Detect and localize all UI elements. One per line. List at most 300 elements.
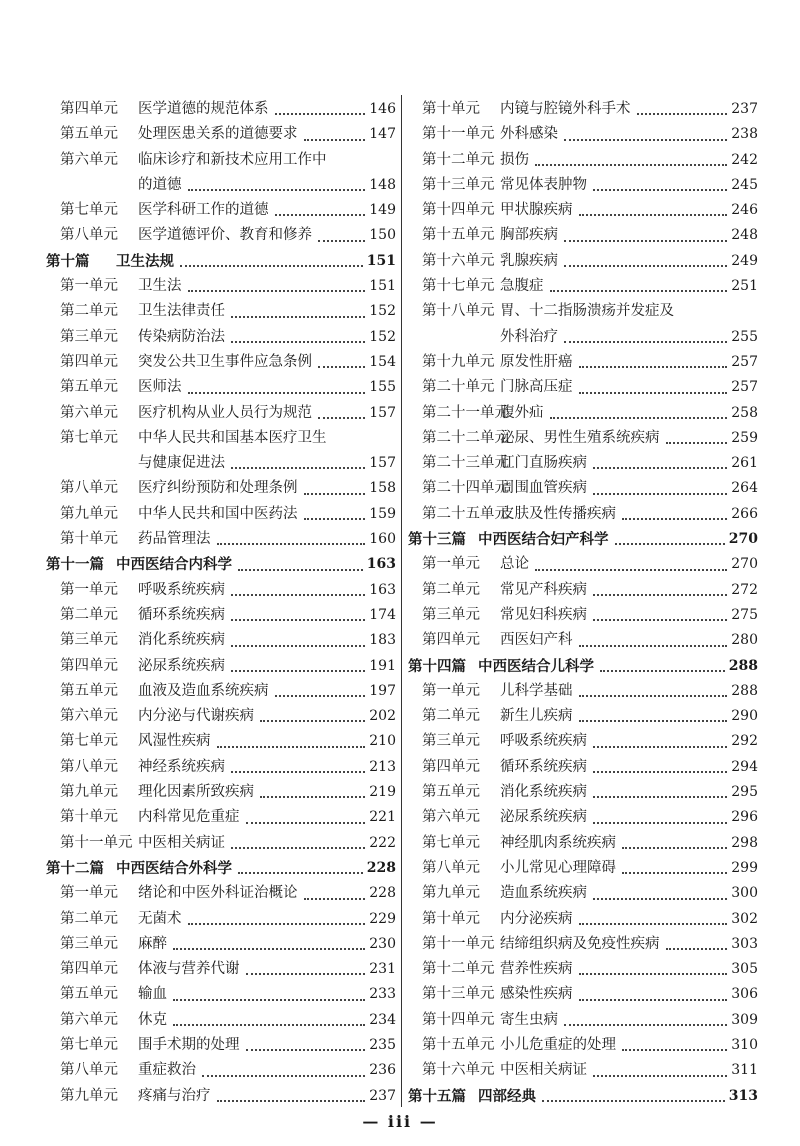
toc-entry-title: 医学科研工作的道德	[138, 202, 269, 219]
toc-entry-title: 神经系统疾病	[138, 758, 225, 775]
toc-entry-page-number: 272	[731, 581, 758, 598]
toc-entry-page-number: 310	[731, 1036, 758, 1053]
toc-unit-entry	[46, 426, 396, 451]
dot-leader	[593, 594, 727, 596]
toc-entry-label: 第十四篇	[408, 657, 466, 675]
toc-entry-page-number: 160	[369, 531, 396, 548]
toc-entry-label: 第三单元	[60, 632, 118, 649]
toc-unit-entry	[408, 755, 758, 780]
toc-entry-label: 第四单元	[422, 632, 480, 649]
dot-leader	[593, 796, 727, 798]
dot-leader	[238, 872, 363, 874]
toc-unit-entry	[408, 198, 758, 223]
toc-entry-label: 第二单元	[422, 708, 480, 725]
dot-leader	[535, 164, 727, 166]
toc-entry-title: 循环系统疾病	[138, 606, 225, 623]
toc-entry-label: 第十二单元	[422, 151, 495, 168]
toc-entry-title: 中华人民共和国基本医疗卫生	[138, 429, 327, 446]
toc-entry-page-number: 270	[728, 531, 758, 548]
toc-unit-entry	[408, 578, 758, 603]
toc-entry-title: 呼吸系统疾病	[138, 581, 225, 598]
toc-entry-title: 门脉高压症	[500, 379, 573, 396]
toc-entry-page-number: 147	[369, 126, 396, 143]
toc-entry-page-number: 210	[369, 733, 396, 750]
toc-entry-page-number: 258	[731, 404, 758, 421]
toc-entry-label: 第十三篇	[408, 531, 466, 549]
dot-leader	[318, 240, 365, 242]
toc-entry-page-number: 261	[731, 455, 758, 472]
toc-entry-title: 的道德	[138, 176, 182, 193]
toc-entry-title: 中医相关病证	[138, 834, 225, 851]
toc-part-entry	[46, 552, 396, 577]
toc-entry-label: 第十三单元	[422, 176, 495, 193]
toc-entry-title: 中西医结合儿科学	[478, 657, 594, 675]
toc-entry-label: 第五单元	[60, 379, 118, 396]
toc-unit-entry	[408, 148, 758, 173]
toc-unit-entry	[46, 932, 396, 957]
toc-entry-title: 感染性疾病	[500, 986, 573, 1003]
toc-unit-entry	[46, 350, 396, 375]
dot-leader	[188, 392, 366, 394]
toc-entry-label: 第四单元	[60, 353, 118, 370]
toc-entry-page-number: 197	[369, 682, 396, 699]
toc-entry-label: 第五单元	[60, 986, 118, 1003]
dot-leader	[593, 746, 727, 748]
toc-entry-title: 外科治疗	[500, 328, 558, 345]
toc-unit-entry	[408, 249, 758, 274]
toc-entry-label: 第十五单元	[422, 227, 495, 244]
toc-part-entry	[46, 249, 396, 274]
toc-entry-title: 传染病防治法	[138, 328, 225, 345]
toc-unit-entry	[46, 704, 396, 729]
toc-entry-title: 乳腺疾病	[500, 252, 558, 269]
toc-entry-label: 第十六单元	[422, 1062, 495, 1079]
dot-leader	[564, 240, 727, 242]
dot-leader	[217, 1100, 366, 1102]
toc-unit-entry	[46, 527, 396, 552]
toc-entry-label: 第十一单元	[422, 126, 495, 143]
toc-entry-title: 常见产科疾病	[500, 581, 587, 598]
toc-entry-title: 造血系统疾病	[500, 885, 587, 902]
toc-entry-label: 第四单元	[60, 961, 118, 978]
toc-entry-title: 总论	[500, 556, 529, 573]
toc-entry-page-number: 158	[369, 480, 396, 497]
toc-entry-page-number: 242	[731, 151, 758, 168]
toc-entry-title: 绪论和中医外科证治概论	[138, 885, 298, 902]
toc-entry-label: 第一单元	[60, 885, 118, 902]
toc-entry-page-number: 306	[731, 986, 758, 1003]
toc-entry-title: 肛门直肠疾病	[500, 455, 587, 472]
toc-entry-label: 第七单元	[422, 834, 480, 851]
toc-entry-page-number: 191	[369, 657, 396, 674]
toc-entry-page-number: 146	[369, 101, 396, 117]
toc-unit-entry	[408, 957, 758, 982]
toc-entry-page-number: 222	[369, 834, 396, 851]
toc-entry-label: 第二单元	[422, 581, 480, 598]
dot-leader	[593, 493, 727, 495]
dot-leader	[579, 645, 728, 647]
toc-entry-title: 小儿常见心理障碍	[500, 859, 616, 876]
toc-unit-entry	[46, 982, 396, 1007]
toc-entry-label: 第十一单元	[60, 834, 133, 851]
toc-entry-title: 内分泌疾病	[500, 910, 573, 927]
toc-entry-title: 损伤	[500, 151, 529, 168]
dot-leader	[579, 214, 728, 216]
toc-entry-label: 第三单元	[422, 733, 480, 750]
toc-unit-entry	[408, 1058, 758, 1083]
toc-entry-title: 甲状腺疾病	[500, 202, 573, 219]
toc-entry-label: 第十二篇	[46, 859, 104, 877]
toc-entry-page-number: 174	[369, 606, 396, 623]
toc-entry-page-number: 299	[731, 859, 758, 876]
toc-entry-page-number: 257	[731, 379, 758, 396]
dot-leader	[637, 113, 728, 115]
toc-unit-entry	[408, 223, 758, 248]
toc-unit-entry	[408, 1008, 758, 1033]
toc-unit-entry	[46, 729, 396, 754]
toc-unit-entry	[46, 881, 396, 906]
toc-entry-label: 第二单元	[60, 910, 118, 927]
dot-leader	[579, 366, 728, 368]
toc-unit-entry	[408, 881, 758, 906]
toc-unit-entry	[408, 982, 758, 1007]
toc-entry-page-number: 157	[369, 455, 396, 472]
dot-leader	[231, 341, 365, 343]
dot-leader	[622, 518, 727, 520]
dot-leader	[217, 543, 366, 545]
toc-entry-title: 中医相关病证	[500, 1062, 587, 1079]
toc-entry-label: 第一单元	[60, 581, 118, 598]
toc-unit-entry	[408, 274, 758, 299]
dot-leader	[318, 366, 365, 368]
toc-entry-title: 卫生法规	[116, 252, 174, 270]
toc-entry-label: 第十单元	[422, 101, 480, 117]
toc-entry-title: 泌尿系统疾病	[138, 657, 225, 674]
dot-leader	[593, 619, 727, 621]
dot-leader	[231, 645, 365, 647]
toc-entry-label: 第五单元	[60, 682, 118, 699]
toc-unit-entry	[46, 907, 396, 932]
toc-entry-label: 第八单元	[60, 227, 118, 244]
toc-entry-title: 体液与营养代谢	[138, 961, 240, 978]
toc-entry-title: 消化系统疾病	[500, 784, 587, 801]
toc-part-entry	[408, 527, 758, 552]
toc-entry-title: 医疗纠纷预防和处理条例	[138, 480, 298, 497]
toc-entry-page-number: 157	[369, 404, 396, 421]
toc-entry-label: 第二十四单元	[422, 480, 509, 497]
toc-unit-entry	[408, 628, 758, 653]
toc-entry-page-number: 248	[731, 227, 758, 244]
toc-entry-title: 医学道德的规范体系	[138, 101, 269, 117]
toc-entry-label: 第二单元	[60, 606, 118, 623]
toc-unit-entry	[408, 97, 758, 122]
toc-entry-label: 第一单元	[422, 556, 480, 573]
toc-entry-page-number: 246	[731, 202, 758, 219]
toc-unit-entry	[408, 375, 758, 400]
toc-entry-page-number: 259	[731, 429, 758, 446]
dot-leader	[542, 1100, 725, 1102]
toc-entry-label: 第三单元	[60, 935, 118, 952]
dot-leader	[579, 392, 728, 394]
toc-entry-page-number: 290	[731, 708, 758, 725]
toc-entry-page-number: 235	[369, 1036, 396, 1053]
toc-entry-title: 医师法	[138, 379, 182, 396]
toc-entry-page-number: 163	[369, 581, 396, 598]
dot-leader	[275, 113, 366, 115]
toc-entry-page-number: 255	[731, 328, 758, 345]
toc-entry-page-number: 292	[731, 733, 758, 750]
toc-entry-page-number: 275	[731, 606, 758, 623]
dot-leader	[593, 189, 727, 191]
toc-unit-entry	[46, 173, 396, 198]
toc-unit-entry	[408, 603, 758, 628]
toc-entry-label: 第二十五单元	[422, 505, 509, 522]
toc-unit-entry	[408, 173, 758, 198]
toc-unit-entry	[408, 426, 758, 451]
toc-entry-page-number: 152	[369, 328, 396, 345]
dot-leader	[188, 290, 366, 292]
dot-leader	[622, 847, 727, 849]
toc-entry-title: 中西医结合外科学	[116, 859, 232, 877]
dot-leader	[579, 923, 728, 925]
toc-entry-page-number: 305	[731, 961, 758, 978]
toc-unit-entry	[408, 704, 758, 729]
toc-unit-entry	[408, 932, 758, 957]
toc-entry-title: 无菌术	[138, 910, 182, 927]
dot-leader	[304, 493, 366, 495]
toc-entry-page-number: 266	[731, 505, 758, 522]
toc-entry-title: 卫生法律责任	[138, 303, 225, 320]
toc-unit-entry	[408, 679, 758, 704]
dot-leader	[260, 796, 365, 798]
toc-unit-entry	[46, 148, 396, 173]
toc-unit-entry	[46, 476, 396, 501]
toc-entry-title: 医疗机构从业人员行为规范	[138, 404, 312, 421]
toc-entry-page-number: 150	[369, 227, 396, 244]
toc-entry-label: 第十一篇	[46, 556, 104, 574]
dot-leader	[564, 1024, 727, 1026]
toc-entry-label: 第四单元	[60, 657, 118, 674]
toc-entry-title: 风湿性疾病	[138, 733, 211, 750]
toc-entry-title: 结缔组织病及免疫性疾病	[500, 935, 660, 952]
toc-entry-page-number: 236	[369, 1062, 396, 1079]
dot-leader	[666, 948, 728, 950]
toc-entry-label: 第一单元	[422, 682, 480, 699]
toc-unit-entry	[408, 780, 758, 805]
toc-entry-page-number: 295	[731, 784, 758, 801]
toc-entry-title: 常见体表肿物	[500, 176, 587, 193]
toc-entry-title: 与健康促进法	[138, 455, 225, 472]
toc-entry-label: 第九单元	[422, 885, 480, 902]
toc-entry-page-number: 309	[731, 1011, 758, 1028]
toc-entry-page-number: 257	[731, 353, 758, 370]
toc-entry-title: 血液及造血系统疾病	[138, 682, 269, 699]
toc-entry-label: 第十单元	[422, 910, 480, 927]
toc-entry-page-number: 154	[369, 353, 396, 370]
toc-entry-page-number: 202	[369, 708, 396, 725]
toc-unit-entry	[46, 1058, 396, 1083]
toc-entry-title: 麻醉	[138, 935, 167, 952]
toc-entry-label: 第四单元	[60, 101, 118, 117]
toc-entry-title: 胸部疾病	[500, 227, 558, 244]
column-divider	[401, 95, 402, 1107]
toc-entry-title: 寄生虫病	[500, 1011, 558, 1028]
toc-unit-entry	[46, 831, 396, 856]
toc-entry-title: 内分泌与代谢疾病	[138, 708, 254, 725]
toc-unit-entry	[46, 780, 396, 805]
toc-entry-page-number: 151	[366, 252, 396, 269]
toc-entry-title: 重症救治	[138, 1062, 196, 1079]
toc-entry-label: 第十七单元	[422, 278, 495, 295]
toc-entry-title: 小儿危重症的处理	[500, 1036, 616, 1053]
toc-unit-entry	[46, 223, 396, 248]
page-number-footer: — iii —	[362, 1112, 438, 1131]
toc-entry-label: 第十六单元	[422, 252, 495, 269]
toc-unit-entry	[46, 325, 396, 350]
toc-entry-label: 第六单元	[422, 809, 480, 826]
toc-entry-label: 第六单元	[60, 151, 118, 168]
toc-entry-label: 第七单元	[60, 733, 118, 750]
toc-entry-label: 第七单元	[60, 429, 118, 446]
toc-entry-label: 第四单元	[422, 758, 480, 775]
toc-entry-page-number: 163	[366, 556, 396, 573]
toc-unit-entry	[46, 628, 396, 653]
toc-unit-entry	[408, 299, 758, 324]
dot-leader	[593, 898, 727, 900]
toc-entry-page-number: 230	[369, 935, 396, 952]
toc-unit-entry	[46, 1084, 396, 1109]
toc-entry-page-number: 228	[369, 885, 396, 902]
dot-leader	[615, 543, 725, 545]
dot-leader	[188, 923, 366, 925]
toc-unit-entry	[46, 299, 396, 324]
dot-leader	[304, 898, 366, 900]
toc-entry-page-number: 251	[731, 278, 758, 295]
toc-entry-label: 第五单元	[422, 784, 480, 801]
toc-entry-title: 输血	[138, 986, 167, 1003]
toc-entry-title: 新生儿疾病	[500, 708, 573, 725]
toc-entry-page-number: 294	[731, 758, 758, 775]
toc-entry-label: 第二单元	[60, 303, 118, 320]
toc-entry-label: 第二十单元	[422, 379, 495, 396]
toc-entry-page-number: 149	[369, 202, 396, 219]
dot-leader	[202, 1075, 365, 1077]
toc-entry-title: 循环系统疾病	[500, 758, 587, 775]
dot-leader	[231, 619, 365, 621]
toc-entry-title: 泌尿系统疾病	[500, 809, 587, 826]
toc-unit-entry	[46, 401, 396, 426]
dot-leader	[564, 139, 727, 141]
dot-leader	[593, 822, 727, 824]
toc-unit-entry	[408, 401, 758, 426]
toc-unit-entry	[408, 325, 758, 350]
toc-entry-page-number: 229	[369, 910, 396, 927]
toc-entry-title: 周围血管疾病	[500, 480, 587, 497]
toc-unit-entry	[46, 755, 396, 780]
toc-part-entry	[408, 654, 758, 679]
dot-leader	[173, 948, 365, 950]
toc-part-entry	[46, 856, 396, 881]
dot-leader	[318, 417, 365, 419]
toc-entry-page-number: 151	[369, 278, 396, 295]
toc-entry-title: 突发公共卫生事件应急条例	[138, 353, 312, 370]
toc-unit-entry	[46, 603, 396, 628]
toc-entry-title: 泌尿、男性生殖系统疾病	[500, 429, 660, 446]
dot-leader	[231, 467, 365, 469]
toc-entry-title: 休克	[138, 1011, 167, 1028]
toc-entry-page-number: 313	[728, 1087, 758, 1104]
toc-entry-label: 第二十一单元	[422, 404, 509, 421]
toc-unit-entry	[408, 476, 758, 501]
toc-entry-title: 儿科学基础	[500, 682, 573, 699]
toc-entry-label: 第五单元	[60, 126, 118, 143]
dot-leader	[622, 1049, 727, 1051]
toc-entry-label: 第九单元	[60, 784, 118, 801]
toc-entry-label: 第十四单元	[422, 202, 495, 219]
dot-leader	[260, 720, 365, 722]
toc-entry-page-number: 264	[731, 480, 758, 497]
toc-entry-label: 第十单元	[60, 809, 118, 826]
toc-entry-title: 医学道德评价、教育和修养	[138, 227, 312, 244]
dot-leader	[246, 1049, 366, 1051]
toc-unit-entry	[46, 1033, 396, 1058]
toc-entry-title: 营养性疾病	[500, 961, 573, 978]
toc-entry-title: 处理医患关系的道德要求	[138, 126, 298, 143]
toc-entry-label: 第二十二单元	[422, 429, 509, 446]
toc-unit-entry	[46, 97, 396, 122]
toc-entry-title: 急腹症	[500, 278, 544, 295]
toc-entry-title: 腹外疝	[500, 404, 544, 421]
toc-entry-title: 神经肌肉系统疾病	[500, 834, 616, 851]
toc-entry-label: 第八单元	[60, 480, 118, 497]
toc-entry-page-number: 148	[369, 176, 396, 193]
toc-entry-page-number: 221	[369, 809, 396, 826]
toc-unit-entry	[46, 805, 396, 830]
toc-entry-title: 临床诊疗和新技术应用工作中	[138, 151, 327, 168]
dot-leader	[593, 771, 727, 773]
toc-unit-entry	[408, 451, 758, 476]
dot-leader	[238, 569, 363, 571]
dot-leader	[622, 872, 727, 874]
dot-leader	[231, 316, 365, 318]
dot-leader	[231, 847, 365, 849]
toc-entry-label: 第十一单元	[422, 935, 495, 952]
dot-leader	[246, 973, 366, 975]
toc-unit-entry	[46, 274, 396, 299]
toc-entry-title: 常见妇科疾病	[500, 606, 587, 623]
toc-unit-entry	[46, 578, 396, 603]
dot-leader	[180, 265, 363, 267]
toc-entry-page-number: 311	[731, 1062, 758, 1079]
toc-entry-label: 第十五单元	[422, 1036, 495, 1053]
toc-column-right	[408, 97, 758, 1109]
toc-entry-label: 第九单元	[60, 1087, 118, 1104]
dot-leader	[188, 189, 366, 191]
toc-entry-title: 皮肤及性传播疾病	[500, 505, 616, 522]
toc-unit-entry	[408, 502, 758, 527]
toc-entry-page-number: 183	[369, 632, 396, 649]
toc-entry-page-number: 234	[369, 1011, 396, 1028]
dot-leader	[550, 290, 728, 292]
dot-leader	[246, 822, 366, 824]
toc-entry-title: 原发性肝癌	[500, 353, 573, 370]
dot-leader	[579, 999, 728, 1001]
toc-entry-label: 第六单元	[60, 1011, 118, 1028]
toc-entry-label: 第二十三单元	[422, 455, 509, 472]
toc-entry-page-number: 245	[731, 176, 758, 193]
toc-entry-label: 第十单元	[60, 531, 118, 548]
toc-unit-entry	[408, 805, 758, 830]
